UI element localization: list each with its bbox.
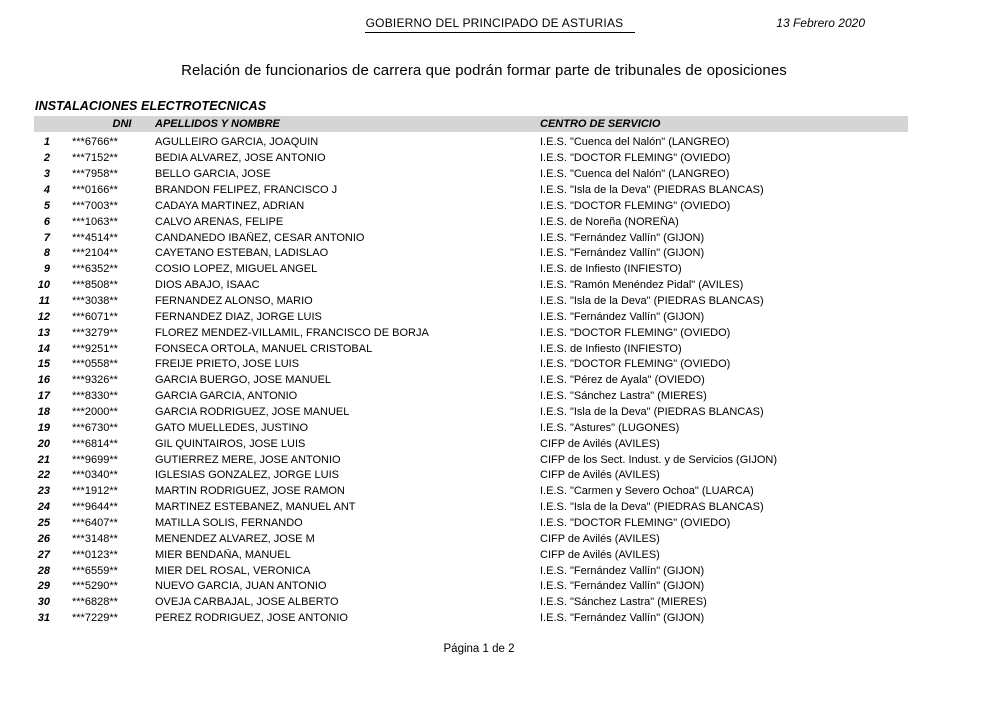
cell-dni: ***4514** — [72, 231, 118, 244]
cell-dni: ***0123** — [72, 548, 118, 561]
table-row — [0, 499, 1000, 515]
cell-nombre: CALVO ARENAS, FELIPE — [155, 215, 284, 228]
cell-centro: CIFP de los Sect. Indust. y de Servicios (GIJON) — [540, 453, 777, 466]
table-row — [0, 468, 1000, 484]
cell-row-number: 11 — [38, 295, 50, 308]
cell-centro: I.E.S. de Noreña (NOREÑA) — [540, 215, 679, 228]
cell-centro: I.E.S. "Fernández Vallín" (GIJON) — [540, 310, 705, 323]
table-row — [0, 388, 1000, 404]
table-row — [0, 357, 1000, 373]
cell-row-number: 23 — [37, 485, 50, 498]
cell-dni: ***8330** — [72, 390, 118, 403]
cell-centro: CIFP de Avilés (AVILES) — [540, 437, 660, 450]
cell-nombre: GARCIA BUERGO, JOSE MANUEL — [155, 374, 332, 387]
cell-centro: I.E.S. "DOCTOR FLEMING" (OVIEDO) — [540, 326, 731, 339]
table-row — [0, 214, 1000, 230]
cell-row-number: 14 — [37, 342, 50, 355]
table-row — [0, 230, 1000, 246]
cell-dni: ***6814** — [72, 437, 118, 450]
cell-nombre: FLOREZ MENDEZ-VILLAMIL, FRANCISCO DE BORJA — [155, 326, 429, 339]
cell-dni: ***6071** — [72, 310, 118, 323]
cell-nombre: CADAYA MARTINEZ, ADRIAN — [155, 199, 305, 212]
cell-centro: I.E.S. "Ramón Menéndez Pidal" (AVILES) — [540, 279, 744, 292]
cell-nombre: MARTIN RODRIGUEZ, JOSE RAMON — [155, 485, 345, 498]
table-row — [0, 135, 1000, 151]
cell-row-number: 30 — [37, 596, 50, 609]
table-row — [0, 182, 1000, 198]
cell-row-number: 25 — [37, 517, 50, 530]
cell-nombre: NUEVO GARCIA, JUAN ANTONIO — [155, 580, 327, 593]
cell-centro: I.E.S. "DOCTOR FLEMING" (OVIEDO) — [540, 358, 731, 371]
cell-nombre: FREIJE PRIETO, JOSE LUIS — [155, 358, 300, 371]
cell-centro: CIFP de Avilés (AVILES) — [540, 469, 660, 482]
cell-centro: CIFP de Avilés (AVILES) — [540, 548, 660, 561]
cell-row-number: 31 — [37, 612, 50, 625]
cell-dni: ***9251** — [72, 342, 118, 355]
cell-dni: ***2104** — [72, 247, 118, 260]
cell-dni: ***9699** — [72, 453, 118, 466]
cell-dni: ***6559** — [72, 564, 118, 577]
table-row — [0, 372, 1000, 388]
cell-row-number: 21 — [37, 453, 50, 466]
cell-centro: I.E.S. "Fernández Vallín" (GIJON) — [540, 580, 705, 593]
cell-centro: I.E.S. "Fernández Vallín" (GIJON) — [540, 612, 705, 625]
cell-dni: ***1063** — [72, 215, 118, 228]
cell-row-number: 17 — [37, 390, 50, 403]
cell-nombre: FONSECA ORTOLA, MANUEL CRISTOBAL — [155, 342, 373, 355]
cell-nombre: GIL QUINTAIROS, JOSE LUIS — [155, 437, 306, 450]
cell-dni: ***3038** — [72, 295, 118, 308]
cell-row-number: 29 — [37, 580, 50, 593]
cell-centro: I.E.S. "Isla de la Deva" (PIEDRAS BLANCAS) — [540, 295, 764, 308]
table-row — [0, 452, 1000, 468]
cell-row-number: 22 — [37, 469, 50, 482]
cell-nombre: COSIO LOPEZ, MIGUEL ANGEL — [155, 263, 318, 276]
cell-nombre: BELLO GARCIA, JOSE — [155, 168, 271, 181]
cell-dni: ***8508** — [72, 279, 118, 292]
cell-nombre: GARCIA GARCIA, ANTONIO — [155, 390, 298, 403]
cell-nombre: FERNANDEZ ALONSO, MARIO — [155, 295, 313, 308]
page-header — [16, 14, 984, 33]
cell-row-number: 20 — [37, 437, 50, 450]
cell-centro: I.E.S. "Carmen y Severo Ochoa" (LUARCA) — [540, 485, 754, 498]
cell-nombre: GUTIERREZ MERE, JOSE ANTONIO — [155, 453, 341, 466]
table-row — [0, 515, 1000, 531]
table-row — [0, 166, 1000, 182]
cell-centro: I.E.S. "DOCTOR FLEMING" (OVIEDO) — [540, 517, 731, 530]
cell-row-number: 18 — [37, 406, 50, 419]
table-row — [0, 404, 1000, 420]
column-header-centro: CENTRO DE SERVICIO — [540, 117, 661, 130]
cell-nombre: PEREZ RODRIGUEZ, JOSE ANTONIO — [155, 612, 348, 625]
cell-centro: I.E.S. "Isla de la Deva" (PIEDRAS BLANCAS) — [540, 501, 764, 514]
cell-row-number: 9 — [43, 263, 50, 276]
table-row — [0, 293, 1000, 309]
cell-row-number: 13 — [37, 326, 50, 339]
table-row — [0, 277, 1000, 293]
cell-dni: ***7958** — [72, 168, 118, 181]
table-row — [0, 483, 1000, 499]
table-row — [0, 547, 1000, 563]
header-date: 13 Febrero 2020 — [776, 16, 865, 30]
cell-nombre: MATILLA SOLIS, FERNANDO — [155, 517, 303, 530]
cell-centro: I.E.S. de Infiesto (INFIESTO) — [540, 342, 682, 355]
page-number: Página 1 de 2 — [443, 643, 515, 655]
cell-nombre: IGLESIAS GONZALEZ, JORGE LUIS — [155, 469, 339, 482]
table-row — [0, 246, 1000, 262]
cell-nombre: AGULLEIRO GARCIA, JOAQUIN — [155, 136, 319, 149]
table-header-row — [34, 116, 908, 132]
cell-centro: I.E.S. de Infiesto (INFIESTO) — [540, 263, 682, 276]
table-row — [0, 341, 1000, 357]
cell-dni: ***0558** — [72, 358, 118, 371]
cell-dni: ***6828** — [72, 596, 118, 609]
cell-nombre: MIER DEL ROSAL, VERONICA — [155, 564, 311, 577]
cell-dni: ***6730** — [72, 421, 118, 434]
cell-row-number: 2 — [43, 152, 50, 165]
cell-nombre: FERNANDEZ DIAZ, JORGE LUIS — [155, 310, 322, 323]
cell-centro: I.E.S. "DOCTOR FLEMING" (OVIEDO) — [540, 199, 731, 212]
cell-row-number: 10 — [37, 279, 50, 292]
cell-centro: I.E.S. "DOCTOR FLEMING" (OVIEDO) — [540, 152, 731, 165]
cell-dni: ***3148** — [72, 532, 118, 545]
cell-dni: ***2000** — [72, 406, 118, 419]
cell-row-number: 16 — [37, 374, 50, 387]
cell-centro: CIFP de Avilés (AVILES) — [540, 532, 660, 545]
cell-row-number: 6 — [43, 215, 50, 228]
cell-row-number: 19 — [37, 421, 50, 434]
cell-nombre: DIOS ABAJO, ISAAC — [155, 279, 260, 292]
cell-dni: ***3279** — [72, 326, 118, 339]
cell-dni: ***5290** — [72, 580, 118, 593]
cell-dni: ***1912** — [72, 485, 118, 498]
table-row — [0, 563, 1000, 579]
column-header-dni: DNI — [112, 117, 132, 130]
cell-centro: I.E.S. "Cuenca del Nalón" (LANGREO) — [540, 168, 730, 181]
cell-centro: I.E.S. "Sánchez Lastra" (MIERES) — [540, 390, 707, 403]
table-row — [0, 579, 1000, 595]
cell-row-number: 27 — [37, 548, 50, 561]
table-body — [0, 135, 1000, 627]
column-header-nombre: APELLIDOS Y NOMBRE — [155, 117, 280, 130]
cell-nombre: MENENDEZ ALVAREZ, JOSE M — [155, 532, 315, 545]
cell-centro: I.E.S. "Cuenca del Nalón" (LANGREO) — [540, 136, 730, 149]
cell-nombre: CANDANEDO IBAÑEZ, CESAR ANTONIO — [155, 231, 365, 244]
cell-nombre: CAYETANO ESTEBAN, LADISLAO — [155, 247, 329, 260]
table-row — [0, 261, 1000, 277]
table-row — [0, 610, 1000, 626]
org-title: GOBIERNO DEL PRINCIPADO DE ASTURIAS — [365, 16, 636, 33]
cell-row-number: 4 — [43, 184, 50, 196]
cell-dni: ***6407** — [72, 517, 118, 530]
table-row — [0, 309, 1000, 325]
cell-row-number: 3 — [43, 168, 50, 181]
cell-row-number: 28 — [37, 564, 50, 577]
cell-dni: ***6766** — [72, 136, 118, 149]
cell-centro: I.E.S. "Isla de la Deva" (PIEDRAS BLANCAS) — [540, 184, 764, 196]
table-row — [0, 420, 1000, 436]
table-row — [0, 531, 1000, 547]
cell-row-number: 26 — [37, 532, 50, 545]
cell-centro: I.E.S. "Isla de la Deva" (PIEDRAS BLANCAS) — [540, 406, 764, 419]
cell-centro: I.E.S. "Fernández Vallín" (GIJON) — [540, 247, 705, 260]
cell-centro: I.E.S. "Fernández Vallín" (GIJON) — [540, 231, 705, 244]
cell-row-number: 1 — [43, 136, 50, 149]
table-row — [0, 198, 1000, 214]
page-title: Relación de funcionarios de carrera que podrán formar parte de tribunales de oposiciones — [181, 62, 787, 79]
cell-nombre: BRANDON FELIPEZ, FRANCISCO J — [155, 184, 338, 196]
cell-row-number: 24 — [37, 501, 50, 514]
table-row — [0, 325, 1000, 341]
cell-row-number: 15 — [37, 358, 50, 371]
cell-centro: I.E.S. "Fernández Vallín" (GIJON) — [540, 564, 705, 577]
cell-nombre: OVEJA CARBAJAL, JOSE ALBERTO — [155, 596, 339, 609]
cell-centro: I.E.S. "Sánchez Lastra" (MIERES) — [540, 596, 707, 609]
cell-dni: ***0166** — [72, 184, 118, 196]
cell-nombre: MARTINEZ ESTEBANEZ, MANUEL ANT — [155, 501, 356, 514]
section-title: INSTALACIONES ELECTROTECNICAS — [35, 99, 267, 113]
cell-dni: ***6352** — [72, 263, 118, 276]
cell-dni: ***7003** — [72, 199, 118, 212]
cell-row-number: 5 — [43, 199, 50, 212]
table-row — [0, 150, 1000, 166]
cell-nombre: GARCIA RODRIGUEZ, JOSE MANUEL — [155, 406, 350, 419]
cell-nombre: MIER BENDAÑA, MANUEL — [155, 548, 291, 561]
cell-nombre: GATO MUELLEDES, JUSTINO — [155, 421, 309, 434]
cell-row-number: 12 — [37, 310, 50, 323]
cell-dni: ***9644** — [72, 501, 118, 514]
cell-centro: I.E.S. "Astures" (LUGONES) — [540, 421, 680, 434]
cell-dni: ***7229** — [72, 612, 118, 625]
table-row — [0, 436, 1000, 452]
cell-row-number: 8 — [43, 247, 50, 260]
cell-dni: ***0340** — [72, 469, 118, 482]
cell-dni: ***9326** — [72, 374, 118, 387]
cell-row-number: 7 — [43, 231, 50, 244]
table-row — [0, 594, 1000, 610]
cell-dni: ***7152** — [72, 152, 118, 165]
cell-centro: I.E.S. "Pérez de Ayala" (OVIEDO) — [540, 374, 705, 387]
cell-nombre: BEDIA ALVAREZ, JOSE ANTONIO — [155, 152, 326, 165]
